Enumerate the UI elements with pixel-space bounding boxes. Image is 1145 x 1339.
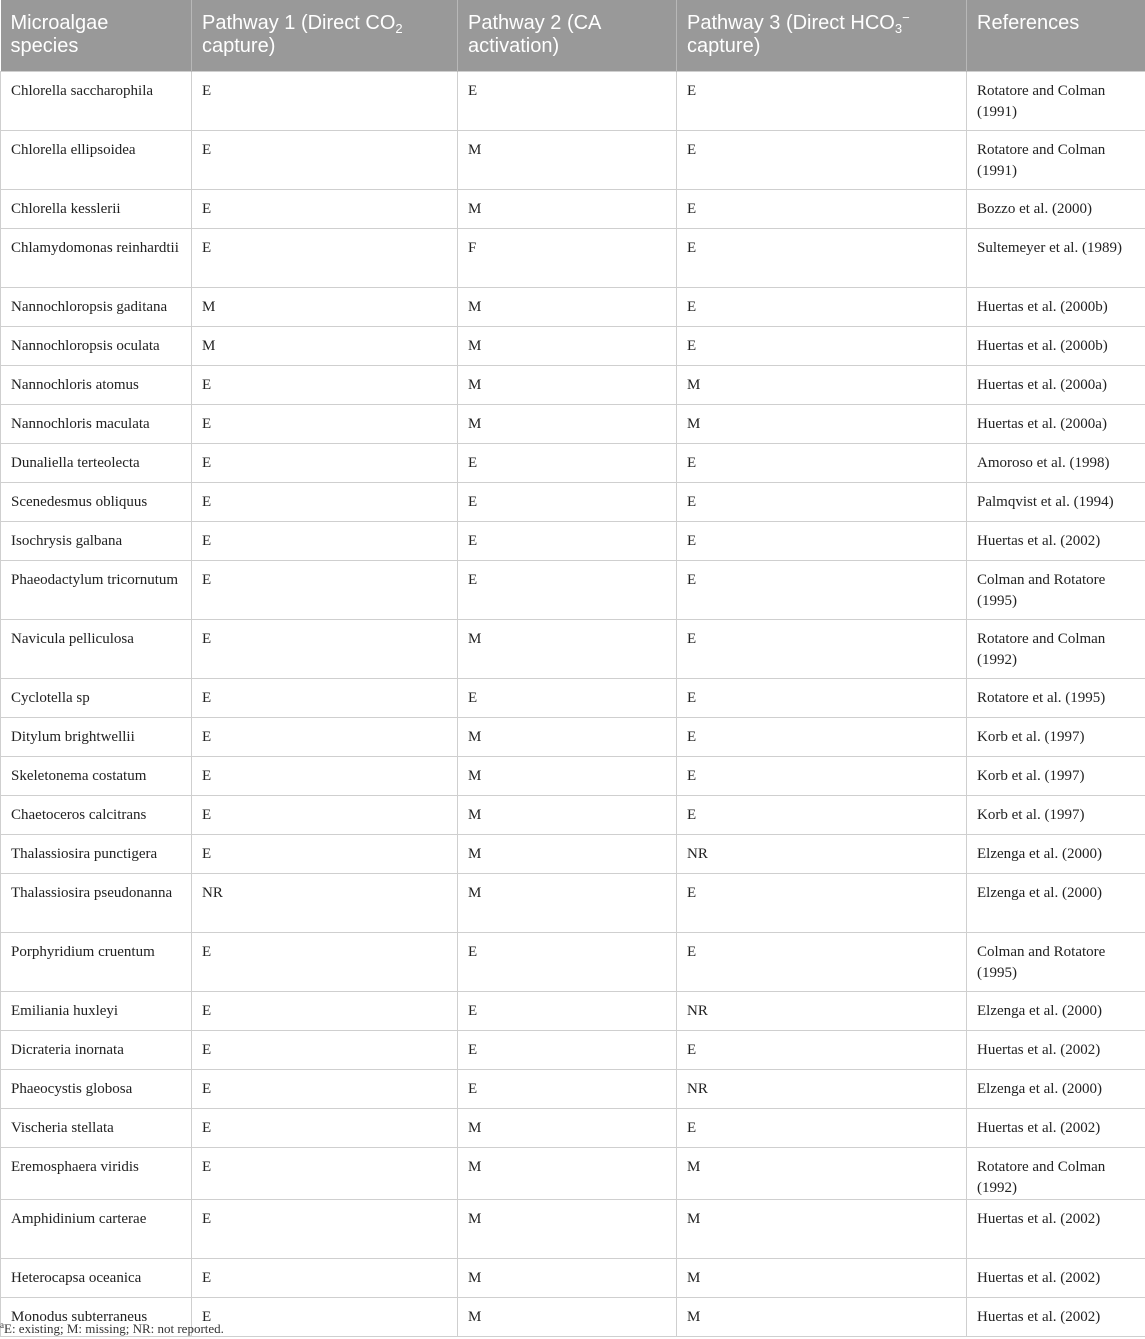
table-row <box>1 1030 1145 1069</box>
species-cell: Eremosphaera viridis <box>1 1147 192 1199</box>
pathway-3-cell: E <box>677 1108 967 1147</box>
pathway-1-cell: E <box>192 678 458 717</box>
pathway-1-cell: M <box>192 287 458 326</box>
reference-cell: Huertas et al. (2000b) <box>967 326 1145 365</box>
reference-cell: Sultemeyer et al. (1989) <box>967 228 1145 287</box>
pathway-2-cell: E <box>458 482 677 521</box>
pathway-3-cell: E <box>677 873 967 932</box>
reference-cell: Korb et al. (1997) <box>967 717 1145 756</box>
pathway-3-cell: M <box>677 365 967 404</box>
reference-cell: Huertas et al. (2000b) <box>967 287 1145 326</box>
pathway-1-cell: E <box>192 991 458 1030</box>
pathway-1-cell: E <box>192 619 458 678</box>
species-cell: Ditylum brightwellii <box>1 717 192 756</box>
species-cell: Chlorella ellipsoidea <box>1 130 192 189</box>
reference-cell: Colman and Rotatore (1995) <box>967 560 1145 619</box>
pathway-1-cell: E <box>192 130 458 189</box>
pathway-3-cell: M <box>677 1199 967 1258</box>
reference-cell: Amoroso et al. (1998) <box>967 443 1145 482</box>
pathway-2-cell: M <box>458 1199 677 1258</box>
pathway-2-cell: M <box>458 404 677 443</box>
pathway-1-cell: E <box>192 932 458 991</box>
species-cell: Chlamydomonas reinhardtii <box>1 228 192 287</box>
table-row <box>1 521 1145 560</box>
pathway-2-cell: E <box>458 443 677 482</box>
header-pathway-2: Pathway 2 (CA activation) <box>458 0 677 71</box>
reference-cell: Huertas et al. (2002) <box>967 1297 1145 1336</box>
header-pathway-1: Pathway 1 (Direct $CO_2$ capture) <box>192 0 458 71</box>
species-cell: Dunaliella terteolecta <box>1 443 192 482</box>
reference-cell: Huertas et al. (2002) <box>967 521 1145 560</box>
species-cell: Chlorella saccharophila <box>1 71 192 130</box>
pathway-1-cell: M <box>192 326 458 365</box>
table-row <box>1 1147 1145 1199</box>
pathway-3-cell: M <box>677 1297 967 1336</box>
pathway-2-cell: M <box>458 1297 677 1336</box>
pathway-1-cell: E <box>192 1258 458 1297</box>
pathway-2-cell: E <box>458 991 677 1030</box>
pathway-2-cell: M <box>458 287 677 326</box>
table-row <box>1 1258 1145 1297</box>
reference-cell: Huertas et al. (2000a) <box>967 404 1145 443</box>
table-row <box>1 365 1145 404</box>
pathway-2-cell: M <box>458 795 677 834</box>
pathway-1-cell: E <box>192 795 458 834</box>
pathway-2-cell: M <box>458 756 677 795</box>
species-cell: Amphidinium carterae <box>1 1199 192 1258</box>
footnote-marker: a <box>0 1320 4 1330</box>
species-cell: Cyclotella sp <box>1 678 192 717</box>
pathway-1-cell: E <box>192 482 458 521</box>
table-footnote <box>0 1321 224 1337</box>
reference-cell: Huertas et al. (2002) <box>967 1258 1145 1297</box>
pathway-2-cell: M <box>458 1147 677 1199</box>
pathway-2-cell: F <box>458 228 677 287</box>
pathway-2-cell: E <box>458 521 677 560</box>
pathway-1-cell: E <box>192 834 458 873</box>
reference-cell: Elzenga et al. (2000) <box>967 873 1145 932</box>
table-row <box>1 619 1145 678</box>
pathway-3-cell: E <box>677 678 967 717</box>
table-row <box>1 834 1145 873</box>
pathway-3-cell: E <box>677 482 967 521</box>
table-row <box>1 71 1145 130</box>
pathway-1-cell: E <box>192 717 458 756</box>
reference-cell: Bozzo et al. (2000) <box>967 189 1145 228</box>
table-row <box>1 443 1145 482</box>
pathway-1-cell: E <box>192 71 458 130</box>
species-cell: Navicula pelliculosa <box>1 619 192 678</box>
species-cell: Nannochloropsis gaditana <box>1 287 192 326</box>
table-row <box>1 189 1145 228</box>
pathway-2-cell: E <box>458 71 677 130</box>
pathway-2-cell: E <box>458 932 677 991</box>
reference-cell: Rotatore and Colman (1992) <box>967 1147 1145 1199</box>
pathway-3-cell: E <box>677 1030 967 1069</box>
pathway-2-cell: M <box>458 189 677 228</box>
pathway-1-cell: NR <box>192 873 458 932</box>
reference-cell: Korb et al. (1997) <box>967 795 1145 834</box>
pathway-1-cell: E <box>192 443 458 482</box>
reference-cell: Colman and Rotatore (1995) <box>967 932 1145 991</box>
pathway-3-cell: E <box>677 130 967 189</box>
species-cell: Emiliania huxleyi <box>1 991 192 1030</box>
pathway-3-cell: E <box>677 443 967 482</box>
table-row <box>1 326 1145 365</box>
pathway-1-cell: E <box>192 189 458 228</box>
pathway-1-cell: E <box>192 1199 458 1258</box>
pathway-2-cell: M <box>458 326 677 365</box>
pathway-2-cell: M <box>458 834 677 873</box>
species-cell: Isochrysis galbana <box>1 521 192 560</box>
pathway-3-cell: E <box>677 717 967 756</box>
pathway-3-cell: E <box>677 228 967 287</box>
species-cell: Phaeodactylum tricornutum <box>1 560 192 619</box>
pathway-2-cell: M <box>458 717 677 756</box>
reference-cell: Huertas et al. (2002) <box>967 1108 1145 1147</box>
pathway-2-cell: M <box>458 130 677 189</box>
table-row <box>1 482 1145 521</box>
pathway-1-cell: E <box>192 404 458 443</box>
pathway-3-cell: E <box>677 521 967 560</box>
pathway-3-cell: NR <box>677 834 967 873</box>
reference-cell: Rotatore and Colman (1991) <box>967 71 1145 130</box>
pathway-2-cell: E <box>458 1069 677 1108</box>
table-row <box>1 991 1145 1030</box>
pathway-1-cell: E <box>192 228 458 287</box>
table-row <box>1 560 1145 619</box>
pathway-2-cell: E <box>458 678 677 717</box>
table-row <box>1 873 1145 932</box>
reference-cell: Elzenga et al. (2000) <box>967 834 1145 873</box>
species-cell: Heterocapsa oceanica <box>1 1258 192 1297</box>
pathway-3-cell: E <box>677 287 967 326</box>
reference-cell: Huertas et al. (2002) <box>967 1199 1145 1258</box>
pathway-3-cell: M <box>677 1147 967 1199</box>
reference-cell: Rotatore et al. (1995) <box>967 678 1145 717</box>
pathway-1-cell: E <box>192 756 458 795</box>
header-species: Microalgae species <box>1 0 192 71</box>
pathway-2-cell: M <box>458 1258 677 1297</box>
species-cell: Thalassiosira pseudonanna <box>1 873 192 932</box>
pathway-3-cell: E <box>677 189 967 228</box>
pathway-3-cell: E <box>677 326 967 365</box>
header-row <box>1 0 1145 71</box>
footnote-text: E: existing; M: missing; NR: not reported. <box>4 1321 224 1336</box>
reference-cell: Korb et al. (1997) <box>967 756 1145 795</box>
pathway-3-cell: NR <box>677 991 967 1030</box>
reference-cell: Rotatore and Colman (1992) <box>967 619 1145 678</box>
header-pathway-3: Pathway 3 (Direct $HCO_3^-$ capture) <box>677 0 967 71</box>
reference-cell: Palmqvist et al. (1994) <box>967 482 1145 521</box>
table-row <box>1 756 1145 795</box>
pathway-3-cell: E <box>677 560 967 619</box>
pathway-1-cell: E <box>192 521 458 560</box>
pathway-3-cell: E <box>677 619 967 678</box>
table-row <box>1 717 1145 756</box>
species-cell: Thalassiosira punctigera <box>1 834 192 873</box>
reference-cell: Huertas et al. (2002) <box>967 1030 1145 1069</box>
species-cell: Nannochloris maculata <box>1 404 192 443</box>
reference-cell: Huertas et al. (2000a) <box>967 365 1145 404</box>
pathway-1-cell: E <box>192 365 458 404</box>
pathway-2-cell: E <box>458 1030 677 1069</box>
species-cell: Nannochloropsis oculata <box>1 326 192 365</box>
table-row <box>1 795 1145 834</box>
species-cell: Skeletonema costatum <box>1 756 192 795</box>
pathway-3-cell: M <box>677 1258 967 1297</box>
pathway-1-cell: E <box>192 1069 458 1108</box>
pathway-1-cell: E <box>192 1030 458 1069</box>
pathway-3-cell: E <box>677 71 967 130</box>
table-row <box>1 1199 1145 1258</box>
table-row <box>1 404 1145 443</box>
pathway-3-cell: M <box>677 404 967 443</box>
species-cell: Dicrateria inornata <box>1 1030 192 1069</box>
pathway-2-cell: M <box>458 873 677 932</box>
pathway-3-cell: NR <box>677 1069 967 1108</box>
species-cell: Monodus subterraneus <box>1 1297 192 1336</box>
pathway-2-cell: E <box>458 560 677 619</box>
table-row <box>1 287 1145 326</box>
pathway-3-cell: E <box>677 795 967 834</box>
species-cell: Chlorella kesslerii <box>1 189 192 228</box>
species-cell: Chaetoceros calcitrans <box>1 795 192 834</box>
pathway-1-cell: E <box>192 1147 458 1199</box>
header-references: References <box>967 0 1145 71</box>
pathway-2-cell: M <box>458 619 677 678</box>
species-cell: Porphyridium cruentum <box>1 932 192 991</box>
pathway-1-cell: E <box>192 1297 458 1336</box>
pathway-2-cell: M <box>458 1108 677 1147</box>
table-row <box>1 1108 1145 1147</box>
reference-cell: Elzenga et al. (2000) <box>967 991 1145 1030</box>
species-cell: Phaeocystis globosa <box>1 1069 192 1108</box>
table-row <box>1 678 1145 717</box>
table-row <box>1 228 1145 287</box>
pathway-2-cell: M <box>458 365 677 404</box>
species-cell: Scenedesmus obliquus <box>1 482 192 521</box>
pathway-1-cell: E <box>192 560 458 619</box>
pathway-3-cell: E <box>677 932 967 991</box>
species-cell: Nannochloris atomus <box>1 365 192 404</box>
reference-cell: Elzenga et al. (2000) <box>967 1069 1145 1108</box>
reference-cell: Rotatore and Colman (1991) <box>967 130 1145 189</box>
table-row <box>1 1069 1145 1108</box>
table-row <box>1 130 1145 189</box>
pathway-1-cell: E <box>192 1108 458 1147</box>
pathway-3-cell: E <box>677 756 967 795</box>
table-row <box>1 932 1145 991</box>
species-cell: Vischeria stellata <box>1 1108 192 1147</box>
